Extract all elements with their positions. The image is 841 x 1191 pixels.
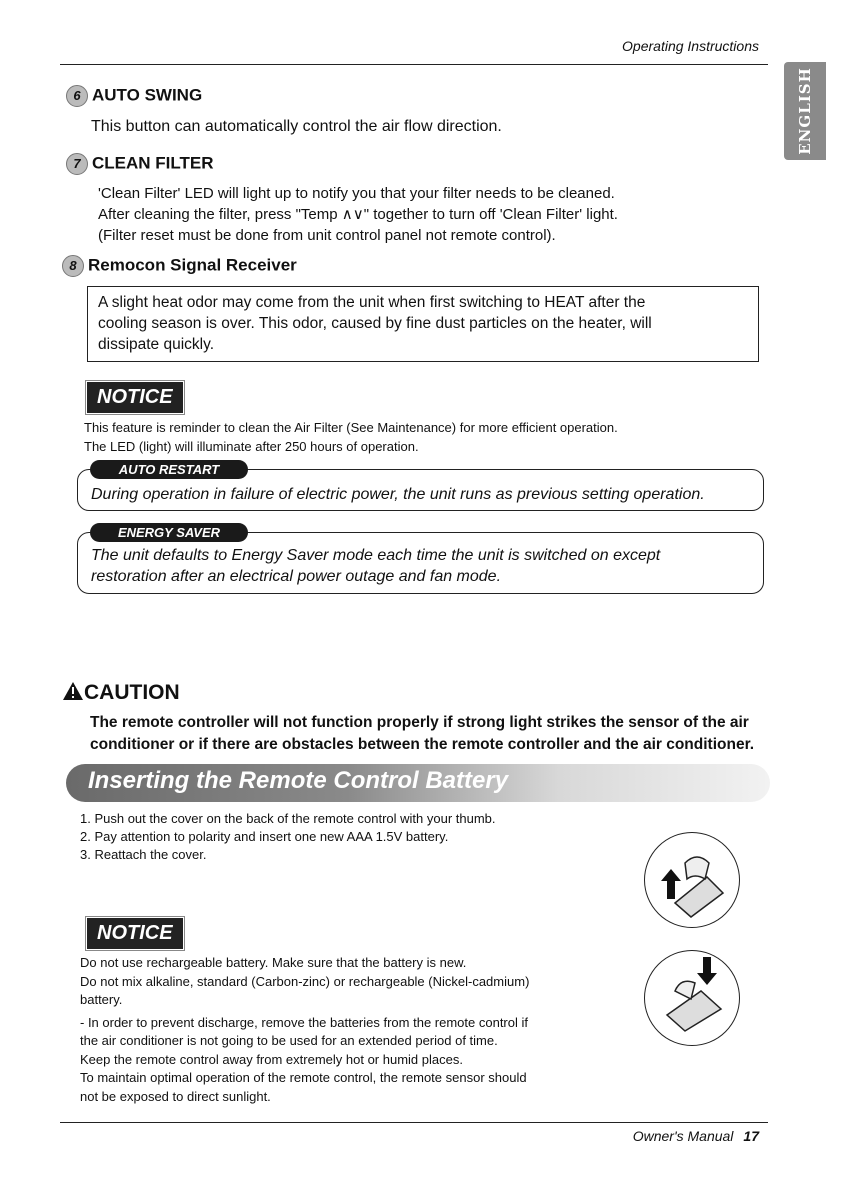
text-line: the air conditioner is not going to be used for an extended period of time.	[80, 1033, 498, 1048]
auto-restart-text: During operation in failure of electric power, the unit runs as previous setting operation.	[91, 486, 705, 503]
text-line: - In order to prevent discharge, remove the batteries from the remote control if	[80, 1014, 528, 1030]
section-title: Remocon Signal Receiver	[88, 255, 297, 275]
notice-text	[84, 418, 618, 456]
text-line: This feature is reminder to clean the Air Filter (See Maintenance) for more efficient operation.	[84, 420, 618, 435]
caution-label: CAUTION	[84, 681, 180, 704]
text-line: Do not mix alkaline, standard (Carbon-zinc) or rechargeable (Nickel-cadmium)	[80, 973, 530, 989]
energy-saver-label: ENERGY SAVER	[90, 523, 248, 542]
footer-divider	[60, 1122, 768, 1123]
heat-odor-note	[87, 286, 759, 362]
section-remocon-heading	[62, 255, 297, 277]
page-number: 17	[743, 1128, 759, 1144]
text-line: Do not use rechargeable battery. Make sure that the battery is new.	[80, 955, 467, 970]
warning-icon	[62, 681, 84, 701]
energy-saver-text	[91, 545, 660, 587]
section-title: AUTO SWING	[92, 85, 203, 105]
section-auto-swing-heading	[66, 85, 202, 107]
battery-steps	[80, 810, 496, 864]
text-line: After cleaning the filter, press "Temp ∧∨" together to turn off 'Clean Filter' light.	[98, 206, 618, 223]
text-line: battery.	[80, 992, 123, 1007]
notice-text	[80, 954, 529, 1106]
section-number: 7	[66, 153, 88, 175]
footer	[633, 1128, 759, 1144]
auto-swing-text: This button can automatically control the air flow direction.	[91, 118, 502, 135]
list-item: 3. Reattach the cover.	[80, 847, 207, 862]
auto-restart-label: AUTO RESTART	[90, 460, 248, 479]
text-line: conditioner or if there are obstacles between the remote controller and the air conditioner.	[90, 736, 755, 753]
language-tab-label: ENGLISH	[796, 67, 814, 155]
text-line: The remote controller will not function properly if strong light strikes the sensor of the air	[90, 714, 749, 731]
battery-section-title: Inserting the Remote Control Battery	[88, 767, 509, 794]
language-tab	[784, 62, 826, 160]
section-title: CLEAN FILTER	[92, 153, 214, 173]
text-line: To maintain optimal operation of the remote control, the remote sensor should	[80, 1070, 527, 1085]
list-item: 1. Push out the cover on the back of the remote control with your thumb.	[80, 811, 496, 826]
list-item: 2. Pay attention to polarity and insert one new AAA 1.5V battery.	[80, 829, 449, 844]
text-line: Keep the remote control away from extremely hot or humid places.	[80, 1051, 463, 1067]
text-line: 'Clean Filter' LED will light up to notify you that your filter needs to be cleaned.	[98, 185, 615, 202]
header-divider	[60, 64, 768, 65]
text-line: The LED (light) will illuminate after 250 hours of operation.	[84, 439, 419, 454]
header-title: Operating Instructions	[622, 38, 759, 54]
remote-cover-illustration	[644, 832, 740, 928]
text-line: not be exposed to direct sunlight.	[80, 1088, 271, 1104]
notice-label: NOTICE	[87, 918, 183, 949]
clean-filter-text	[98, 183, 618, 246]
caution-heading	[62, 681, 180, 705]
caution-text	[90, 712, 754, 756]
notice-label: NOTICE	[87, 382, 183, 413]
section-clean-filter-heading	[66, 153, 214, 175]
text-line: The unit defaults to Energy Saver mode each time the unit is switched on except	[91, 547, 661, 564]
battery-section-banner	[66, 764, 770, 802]
section-number: 6	[66, 85, 88, 107]
text-line: cooling season is over. This odor, caused by fine dust particles on the heater, will	[98, 315, 652, 332]
text-line: (Filter reset must be done from unit control panel not remote control).	[98, 227, 556, 244]
footer-title: Owner's Manual	[632, 1128, 734, 1144]
text-line: A slight heat odor may come from the unit when first switching to HEAT after the	[98, 294, 646, 311]
section-number: 8	[62, 255, 84, 277]
text-line: dissipate quickly.	[98, 336, 215, 353]
battery-insert-illustration	[644, 950, 740, 1046]
text-line: restoration after an electrical power outage and fan mode.	[91, 568, 502, 585]
